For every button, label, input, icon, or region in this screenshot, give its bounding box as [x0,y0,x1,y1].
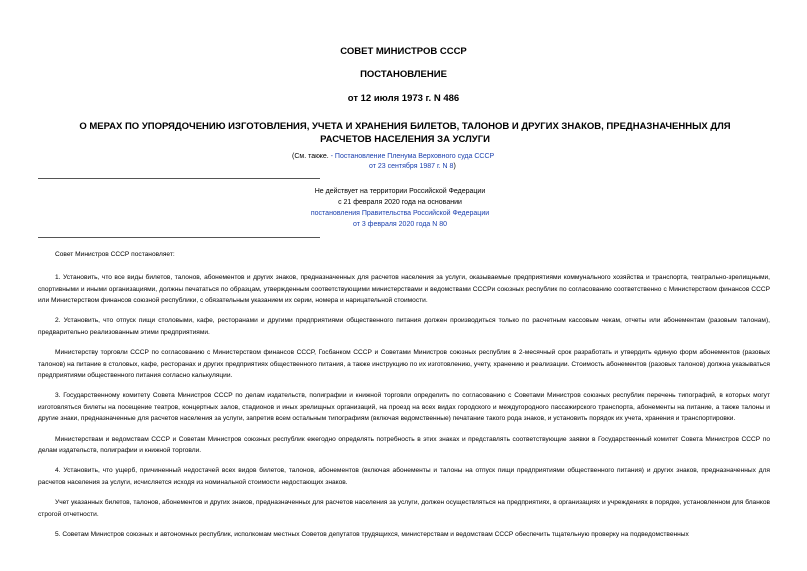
see-also-links [331,152,495,172]
doc-type-heading: ПОСТАНОВЛЕНИЕ [360,69,447,80]
paragraph-5: Министерствам и ведомствам СССР и Советам Министров союзных республик ежегодно определять потребность в этих знаках и представлять соответствующие заявки в Государственный комитет Совета Министров СССР по делам издательств, полиграфии и книжной торговли. [38,435,770,455]
paragraph-7: Учет указанных билетов, талонов, абонементов и других знаков, предназначенных для расчетов населения за услуги, должен осуществляться на предприятиях, в организациях и учреждениях в порядке, установленном для бланков строгой отчетности. [38,499,770,518]
status-line2: с 21 февраля 2020 года на основании [338,199,462,206]
paragraph-8: 5. Советам Министров союзных и автономных республик, исполкомам местных Советов депутатов трудящихся, министерствам и ведомствам СССР обеспечить тщательную проверку на подведомственных [55,531,689,539]
paragraph-1: 1. Установить, что все виды билетов, талонов, абонементов и других знаков, предназначенных для расчетов населения за услуги, оказываемые предприятиями коммунального хозяйства и транспорта, театрально-зрелищными, спортивными и иными организациями, должны печататься по образцам, утвержденным соответствующими министерствами и ведомствами СССРи союзных республик по согласованию соответственно с Министерством финансов СССР или Министерством финансов союзной республики, с обязательным указанием их серии, номера и нарицательной стоимости. [38,274,770,304]
status-note [230,186,570,230]
paragraph-3: Министерству торговли СССР по согласованию с Министерством финансов СССР, Госбанком СССР и Советами Министров союзных республик в 2-месячный срок разработать и утвердить единую форм абонементов (разовых талонов) на питание в столовых, кафе, ресторанах и других предприятиях общественного питания, а также инструкцию по их изготовлению, учету, хранению и реализации. Стоимость абонементов (разовых талонов) должна указываться предприятиями общественного питания согласно калькуляции. [38,349,770,380]
see-also-note [292,152,552,172]
status-line1: Не действует на территории Российской Федерации [314,188,486,195]
document-title: О МЕРАХ ПО УПОРЯДОЧЕНИЮ ИЗГОТОВЛЕНИЯ, УЧЕТА И ХРАНЕНИЯ БИЛЕТОВ, ТАЛОНОВ И ДРУГИХ ЗНАКОВ, ПРЕДНАЗНАЧЕННЫХ ДЛЯ РАСЧЕТОВ НАСЕЛЕНИЯ ЗА УСЛУГИ [79,121,731,145]
see-also-label: (См. также. [292,153,329,160]
see-also-link-line2[interactable]: от 23 сентября 1987 г. N 8 [369,163,454,170]
status-link-line1[interactable]: постановления Правительства Российской Федерации [310,210,490,217]
separator-bottom [38,237,320,238]
intro-paragraph: Совет Министров СССР постановляет: [55,251,175,258]
see-also-close: ) [453,163,456,170]
document-body [38,249,770,549]
see-also-link-line1[interactable]: - Постановление Пленума Верховного суда СССР [330,153,495,160]
status-link-line2[interactable]: от 3 февраля 2020 года N 80 [352,221,448,228]
paragraph-4: 3. Государственному комитету Совета Министров СССР по делам издательств, полиграфии и книжной торговли определить по согласованию с Советами Министров союзных республик перечень типографий, в которых могут изготовляться билеты на посещение театров, концертных залов, стадионов и иных зрелищных организаций, на проезд на всех видах городского и междугородного пассажирского транспорта, абонементы на питание, а также талоны и другие знаки, предназначенные для расчетов населения за услуги, запретив всем остальным типографиям (включая ведомственные) печатание такого рода знаков, и установить порядок их учета, хранения и транспортировки. [38,392,770,423]
paragraph-6: 4. Установить, что ущерб, причиненный недостачей всех видов билетов, талонов, абонементов (включая абонементы и талоны на отпуск пищи предприятиями общественного питания) и других знаков, предназначенных для расчетов населения за услуги, исчисляется исходя из номинальной стоимости недостающих знаков. [38,467,770,486]
separator-top [38,178,320,179]
issuer-heading: СОВЕТ МИНИСТРОВ СССР [340,46,467,57]
date-number-heading: от 12 июля 1973 г. N 486 [347,93,460,104]
paragraph-2: 2. Установить, что отпуск пищи столовыми, кафе, ресторанами и другими предприятиями общественного питания должен производиться только по расчетным кассовым чекам, отчеты или абонементам (разовым талонам), предварительно реализованным этими предприятиями. [38,317,770,336]
